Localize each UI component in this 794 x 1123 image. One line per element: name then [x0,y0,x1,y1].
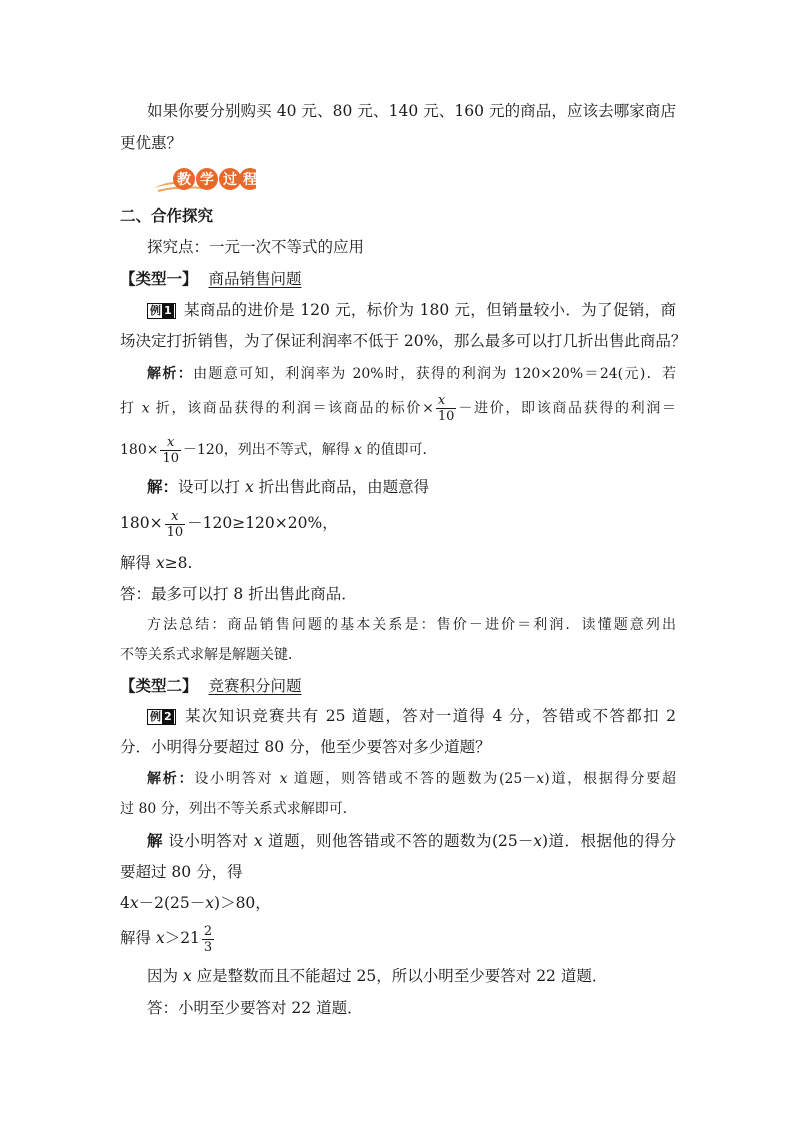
type1-name: 商品销售问题 [208,270,302,288]
solution2-ineq-x-2: x [205,894,215,912]
analysis1-text-2a: 打 [120,400,142,417]
analysis2-var-x-2: x [536,771,545,787]
badge-char-1: 教 [177,172,191,188]
section-title: 二、合作探究 [120,206,214,225]
example2-tag [147,709,176,725]
type2-name: 竞赛积分问题 [208,677,302,695]
solution1-text-1b: 折出售此商品，由题意得 [253,478,430,496]
solution2-text-1c: )道．根据他的得分 [541,832,676,850]
solution1-result-b: ≥8. [164,554,193,572]
exploration-point: 探究点：一元一次不等式的应用 [147,238,365,256]
analysis1-var-x-2: x [354,442,363,458]
solution1-var-x: x [244,478,254,496]
solution2-inequality [120,893,676,913]
badge-char-2: 学 [200,172,214,188]
fraction-numerator: x [165,509,186,525]
example2-tag-text: 例 [150,710,161,723]
analysis1-fraction-2 [160,435,181,466]
example2-line-2: 分．小明得分要超过 80 分，他至少要答对多少道题？ [120,738,491,756]
badge-graphic [152,166,256,194]
solution2-var-x: x [253,832,263,850]
solution2-text-1a: 设小明答对 [163,832,254,850]
analysis1-label: 解析： [147,366,194,382]
analysis1-text-3a: 180× [120,442,159,458]
analysis1-line-2 [120,393,676,423]
solution2-ineq-b: －2(25－ [138,894,206,912]
solution1-fraction [165,509,186,540]
solution1-text-1a: 设可以打 [178,478,245,496]
analysis1-text-1: 由题意可知，利润率为 20%时，获得的利润为 120×20%＝24(元)．若 [193,366,677,382]
example1-text-1: 某商品的进价是 120 元，标价为 180 元，但销量较小．为了促销，商 [183,301,676,319]
solution1-result-a: 解得 [120,554,156,572]
analysis1-text-2b: 折，该商品获得的利润＝该商品的标价× [149,400,434,417]
fraction-denominator: 3 [203,939,213,955]
analysis1-fraction [436,393,457,424]
analysis2-text-1b: 道题，则答错或不答的题数为(25－ [287,771,537,787]
analysis1-text-2c: －进价，即该商品获得的利润＝ [458,400,677,417]
solution1-inequality [120,506,676,540]
solution2-answer: 答：小明至少要答对 22 道题． [147,999,363,1017]
analysis2-line-1 [147,769,676,789]
example1-tag-num: 1 [164,304,172,317]
solution2-var-x-2: x [533,832,542,850]
solution1-result [120,553,676,573]
solution2-fraction [202,924,214,955]
analysis1-line-1 [147,364,676,384]
example2-text-1: 某次知识竞赛共有 25 道题，答对一道得 4 分，答错或不答都扣 2 [183,707,676,725]
method-summary-line-1: 方法总结：商品销售问题的基本关系是：售价－进价＝利润．读懂题意列出 [147,617,676,633]
badge-char-3: 过 [223,172,237,188]
example1-tag [147,303,176,319]
solution1-ineq-b: －120≥120×20%， [187,514,338,532]
solution2-line-2: 要超过 80 分，得 [120,863,243,881]
fraction-denominator: 10 [166,524,184,540]
type2-heading [120,676,676,696]
type1-heading [120,269,676,289]
solution1-answer: 答：最多可以打 8 折出售此商品． [120,585,357,603]
solution1-line-1 [147,477,676,497]
solution2-result-b: ＞21 [164,929,200,947]
example2-tag-num: 2 [164,710,172,723]
solution2-result-x: x [155,929,165,947]
analysis2-label: 解析： [147,771,195,787]
fraction-denominator: 10 [162,450,179,466]
example1-line-2: 场决定打折销售，为了保证利润率不低于 20%，那么最多可以打几折出售此商品？ [120,332,687,350]
solution2-ineq-c: )＞80， [214,894,271,912]
method-summary-line-2: 不等关系式求解是解题关键． [120,647,302,663]
solution2-ineq-x: x [129,894,139,912]
fraction-numerator: 2 [203,923,213,939]
solution2-result-a: 解得 [120,929,156,947]
solution2-reason [147,966,676,986]
analysis1-text-3c: 的值即可． [362,442,437,458]
teaching-process-badge [152,166,256,194]
analysis1-var-x: x [141,400,150,417]
fraction-denominator: 10 [437,409,455,424]
example1-tag-text: 例 [150,304,161,317]
solution2-line-1 [147,831,676,851]
intro-line-1: 如果你要分别购买 40 元、80 元、140 元、160 元的商品，应该去哪家商店 [147,102,676,120]
analysis1-text-3b: －120，列出不等式，解得 [183,442,355,458]
analysis2-text-1a: 设小明答对 [194,771,280,787]
analysis2-text-1c: )道，根据得分要超 [544,771,676,787]
solution2-text-1b: 道题，则他答错或不答的题数为(25－ [262,832,534,850]
fraction-numerator: x [160,435,181,451]
fraction-numerator: x [436,393,457,409]
analysis2-var-x: x [279,771,288,787]
intro-line-2: 更优惠？ [120,134,183,152]
solution2-label: 解 [147,831,163,850]
analysis1-line-3 [120,433,676,467]
type2-label: 【类型二】 [120,676,198,695]
badge-char-4: 程 [243,172,256,188]
example1-line-1 [147,300,676,320]
solution2-reason-a: 因为 [147,967,183,985]
solution1-result-x: x [155,554,165,572]
solution1-ineq-a: 180× [120,514,163,532]
solution2-result [120,918,676,958]
solution2-ineq-a: 4 [120,894,130,912]
type1-label: 【类型一】 [120,269,198,288]
solution2-reason-x: x [182,967,192,985]
solution1-label: 解： [147,477,179,496]
solution2-reason-b: 应是整数而且不能超过 25，所以小明至少要答对 22 道题． [191,967,608,985]
example2-line-1 [147,706,676,726]
analysis2-line-2: 过 80 分，列出不等关系式求解即可． [120,801,357,817]
